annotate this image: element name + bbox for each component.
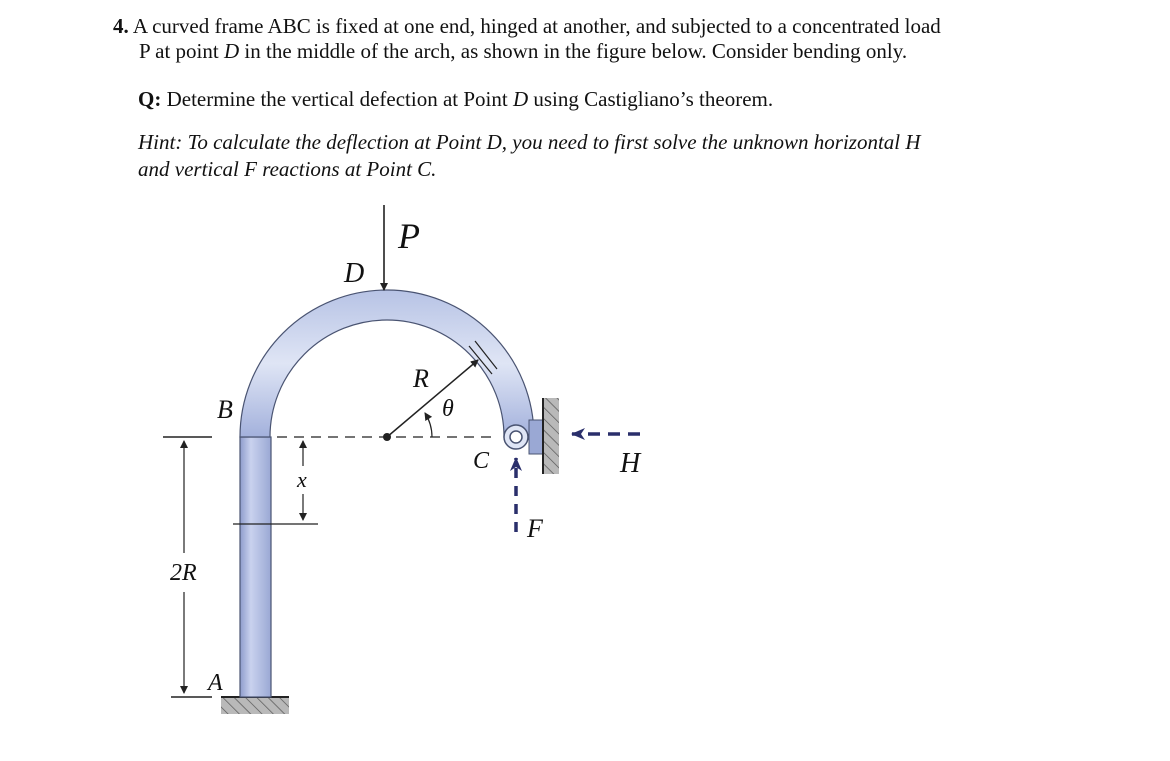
label-b: B	[217, 395, 233, 424]
label-p: P	[398, 216, 420, 256]
hinge-pin-inner	[510, 431, 522, 443]
label-d: D	[344, 258, 365, 289]
question-label: Q:	[138, 87, 162, 111]
arch-bdc	[240, 290, 534, 437]
label-c: C	[473, 448, 490, 474]
problem-text-2a: P at point	[139, 39, 224, 63]
fixed-support-a	[221, 697, 289, 714]
problem-text-1: A curved frame ABC is fixed at one end, hinged at another, and subjected to a concentrated load	[132, 14, 941, 38]
label-h: H	[620, 448, 641, 479]
label-f: F	[527, 514, 543, 543]
wall-support-c	[543, 398, 559, 474]
label-2r: 2R	[170, 560, 197, 586]
hinge-bracket	[529, 420, 543, 454]
column-ab	[240, 437, 271, 697]
theta-arc	[425, 413, 432, 437]
hint-line-1: Hint: To calculate the deflection at Point D, you need to first solve the unknown horizontal H	[138, 130, 921, 154]
question-text-b: using Castigliano’s theorem.	[528, 87, 774, 111]
problem-text-2b: in the middle of the arch, as shown in the figure below. Consider bending only.	[239, 39, 908, 63]
problem-var-d: D	[223, 39, 240, 63]
label-r: R	[413, 364, 429, 393]
label-x: x	[297, 467, 307, 492]
question-text-a: Determine the vertical defection at Point	[161, 87, 513, 111]
hint-line-2: and vertical F reactions at Point C.	[138, 157, 437, 181]
label-a: A	[208, 670, 223, 696]
radius-arrow	[387, 360, 478, 437]
problem-number: 4.	[113, 14, 129, 38]
label-theta: θ	[442, 396, 454, 422]
question-var-d: D	[512, 87, 529, 111]
